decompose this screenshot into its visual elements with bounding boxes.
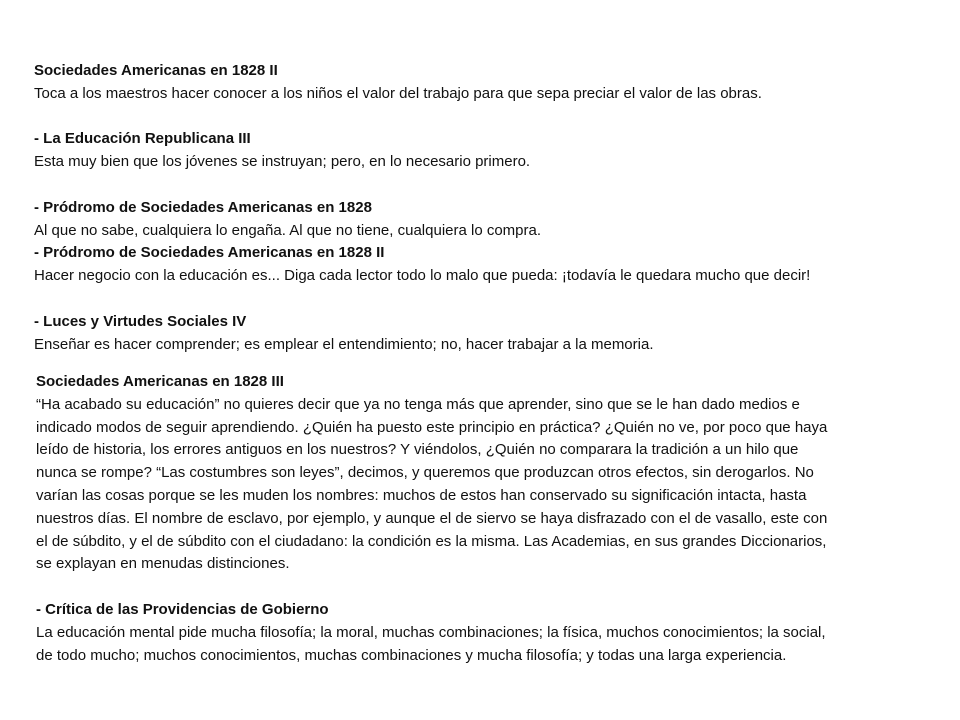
quote-text-line: “Ha acabado su educación” no quieres decir que ya no tenga más que aprender, sino que se le han dado medios e (36, 395, 800, 413)
quote-text-line: La educación mental pide mucha filosofía; la moral, muchas combinaciones; la física, muchos conocimientos; la social, (36, 623, 826, 641)
quote-text-line: se explayan en menudas distinciones. (36, 555, 290, 573)
quote-title: - La Educación Republicana III (34, 130, 251, 148)
quote-text-line: el de súbdito, y el de súbdito con el ciudadano: la condición es la misma. Las Academias, en sus grandes Diccionarios, (36, 532, 827, 550)
quote-text-line: nunca se rompe? “Las costumbres son leyes”, decimos, y queremos que produzcan otros efectos, sin derogarlos. No (36, 464, 814, 482)
quote-entry (36, 371, 936, 576)
spacer (34, 174, 934, 197)
quote-text-line: leído de historia, los errores antiguos en los nuestros? Y viéndolos, ¿Quién no compararа la tradición a un hilo que (36, 441, 799, 459)
quote-text: Esta muy bien que los jóvenes se instruyan; pero, en lo necesario primero. (34, 153, 531, 171)
quote-entry (34, 60, 934, 106)
quote-title: - Crítica de las Providencias de Gobierno (36, 600, 329, 618)
quote-entry (36, 599, 936, 667)
quote-entry (34, 197, 934, 243)
quotes-block-2 (36, 371, 936, 667)
spacer (34, 106, 934, 129)
quote-text: Toca a los maestros hacer conocer a los niños el valor del trabajo para que sepa preciar el valor de las obras. (34, 84, 762, 102)
quote-text-line: nuestros días. El nombre de esclavo, por ejemplo, y aunque el de siervo se haya disfrazado con el de vasallo, este con (36, 509, 828, 527)
quote-title: Sociedades Americanas en 1828 III (36, 373, 284, 390)
quote-title: - Pródromo de Sociedades Americanas en 1828 II (34, 244, 385, 262)
quote-title: Sociedades Americanas en 1828 II (34, 62, 278, 79)
quotes-block-1 (34, 60, 934, 356)
spacer (36, 576, 936, 599)
quote-title: - Luces y Virtudes Sociales IV (34, 312, 247, 330)
quote-text-line: varían las cosas porque se les muden los nombres: muchos de estos han conservado su significación intacta, hasta (36, 486, 807, 504)
spacer (34, 288, 934, 311)
quote-entry (34, 128, 934, 174)
quote-text-line: indicado modos de seguir aprendiendo. ¿Quién ha puesto este principio en práctica? ¿Quién no ve, por poco que haya (36, 418, 828, 436)
quote-text: Al que no sabe, cualquiera lo engaña. Al que no tiene, cualquiera lo compra. (34, 221, 542, 239)
quote-text: Hacer negocio con la educación es... Diga cada lector todo lo malo que pueda: ¡todavía le quedara mucho que decir! (34, 267, 811, 285)
quote-entry (34, 311, 934, 357)
quote-entry (34, 242, 934, 288)
quote-title: - Pródromo de Sociedades Americanas en 1828 (34, 198, 372, 216)
quote-text: Enseñar es hacer comprender; es emplear el entendimiento; no, hacer trabajar a la memoria. (34, 335, 654, 353)
quote-text-line: de todo mucho; muchos conocimientos, muchas combinaciones y mucha filosofía; y todas una larga experiencia. (36, 646, 787, 664)
